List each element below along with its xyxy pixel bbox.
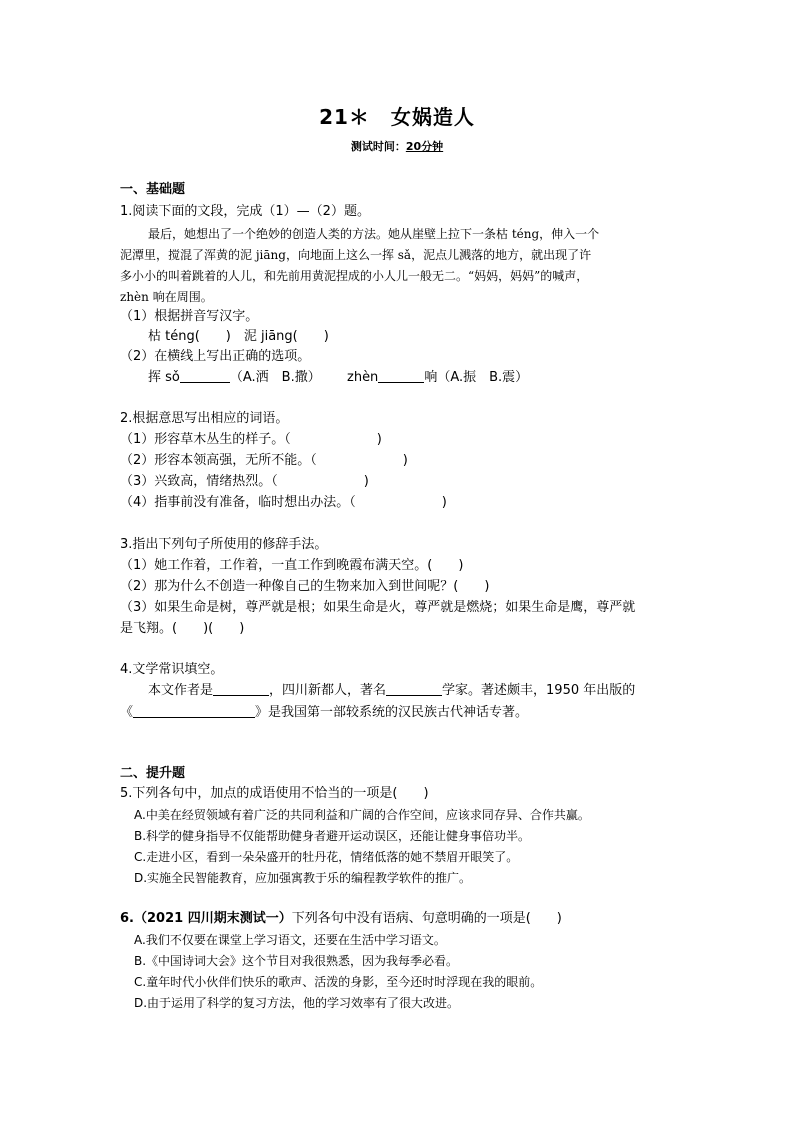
q2-item: [120, 474, 369, 490]
q6-option-b[interactable]: B.《中国诗词大会》这个节目对我很熟悉，因为我每季必看。: [134, 954, 459, 968]
q2-item-text: （2）形容本领高强，无所不能。（: [120, 453, 317, 468]
page-title: 21＊ 女娲造人: [319, 105, 475, 129]
q1-part2-a: 挥 sǒ: [148, 370, 180, 385]
q3-item: （3）如果生命是树，尊严就是根；如果生命是火，尊严就是燃烧；如果生命是鹰，尊严就: [120, 600, 636, 615]
q2-item-text: （3）兴致高，情绪热烈。（: [120, 474, 278, 489]
q1-part2: （2）在横线上写出正确的选项。: [120, 349, 311, 364]
q2-stem: 2.根据意思写出相应的词语。: [120, 411, 289, 426]
section-basic-heading: 一、基础题: [120, 182, 186, 197]
q6-option-c[interactable]: C.童年时代小伙伴们快乐的歌声、活泼的身影，至今还时时浮现在我的眼前。: [134, 975, 543, 989]
q2-item: [120, 432, 382, 448]
test-time: [0, 140, 794, 154]
q1-stem: 1.阅读下面的文段，完成（1）—（2）题。: [120, 204, 370, 219]
q4-text: 》是我国第一部较系统的汉民族古代神话专著。: [255, 705, 529, 720]
answer-blank[interactable]: [378, 370, 424, 383]
passage-line: 多小小的叫着跳着的人儿，和先前用黄泥捏成的小人儿一般无二。“妈妈，妈妈”的喊声，: [120, 269, 589, 283]
q4-text: 《: [120, 705, 134, 720]
q4-text: ，四川新都人，著名: [269, 683, 387, 698]
section-advanced-heading: 二、提升题: [120, 766, 186, 781]
q6-stem-text: 下列各句中没有语病、句意明确的一项是( ): [291, 911, 562, 926]
passage-line: 最后，她想出了一个绝妙的创造人类的方法。她从崖壁上拉下一条枯 téng，伸入一个: [148, 227, 600, 241]
passage-line: 泥潭里，搅混了浑黄的泥 jiāng，向地面上这么一挥 sǎ，泥点儿溅落的地方，就出现了许: [120, 248, 592, 262]
q5-option-d[interactable]: D.实施全民智能教育，应加强寓教于乐的编程教学软件的推广。: [134, 871, 472, 885]
test-time-value: 20分钟: [405, 140, 444, 153]
q1-passage: [120, 224, 680, 308]
q3-item: 是飞翔。( )( ): [120, 621, 245, 636]
q4-text: 本文作者是: [148, 683, 214, 698]
q2-item-close: ): [402, 453, 408, 468]
q1-part2-items: [148, 370, 528, 386]
q5-option-b[interactable]: B.科学的健身指导不仅能帮助健身者避开运动误区，还能让健身事倍功半。: [134, 829, 531, 843]
q4-line2: [120, 705, 528, 721]
q2-item-text: （4）指事前没有准备，临时想出办法。（: [120, 495, 356, 510]
q2-item-close: ): [376, 432, 382, 447]
q5-option-a[interactable]: A.中美在经贸领域有着广泛的共同利益和广阔的合作空间，应该求同存异、合作共赢。: [134, 808, 590, 822]
q2-item-close: ): [441, 495, 447, 510]
answer-blank[interactable]: [213, 683, 269, 696]
q4-text: 学家。著述颇丰，1950 年出版的: [442, 683, 636, 698]
q2-item-close: ): [363, 474, 369, 489]
q2-item-text: （1）形容草木丛生的样子。（: [120, 432, 291, 447]
q6-stem: [120, 911, 562, 927]
test-time-label: 测试时间：: [350, 140, 406, 153]
q3-item: （2）那为什么不创造一种像自己的生物来加入到世间呢？( ): [120, 579, 490, 594]
q4-stem: 4.文学常识填空。: [120, 662, 224, 677]
q5-stem: 5.下列各句中，加点的成语使用不恰当的一项是( ): [120, 786, 429, 801]
q3-stem: 3.指出下列句子所使用的修辞手法。: [120, 537, 328, 552]
q5-option-c[interactable]: C.走进小区，看到一朵朵盛开的牡丹花，情绪低落的她不禁眉开眼笑了。: [134, 850, 519, 864]
q1-part1: （1）根据拼音写汉字。: [120, 309, 259, 324]
q6-source: 6.（2021 四川期末测试一）: [120, 911, 292, 926]
q1-part2-b: zhèn: [347, 370, 379, 385]
answer-blank[interactable]: [133, 705, 255, 718]
q1-part1-items: 枯 téng( ) 泥 jiāng( ): [148, 329, 329, 344]
answer-blank[interactable]: [386, 683, 442, 696]
q2-item: [120, 453, 408, 469]
q1-part2-a-options: （A.洒 B.撒）: [229, 370, 321, 385]
q6-option-a[interactable]: A.我们不仅要在课堂上学习语文，还要在生活中学习语文。: [134, 933, 446, 947]
q6-option-d[interactable]: D.由于运用了科学的复习方法，他的学习效率有了很大改进。: [134, 996, 460, 1010]
q4-line1: [148, 683, 635, 699]
q3-item: （1）她工作着，工作着，一直工作到晚霞布满天空。( ): [120, 558, 464, 573]
q1-part2-b-options: 响（A.振 B.震）: [424, 370, 529, 385]
q2-item: [120, 495, 447, 511]
passage-line: zhèn 响在周围。: [120, 290, 213, 304]
answer-blank[interactable]: [180, 370, 230, 383]
